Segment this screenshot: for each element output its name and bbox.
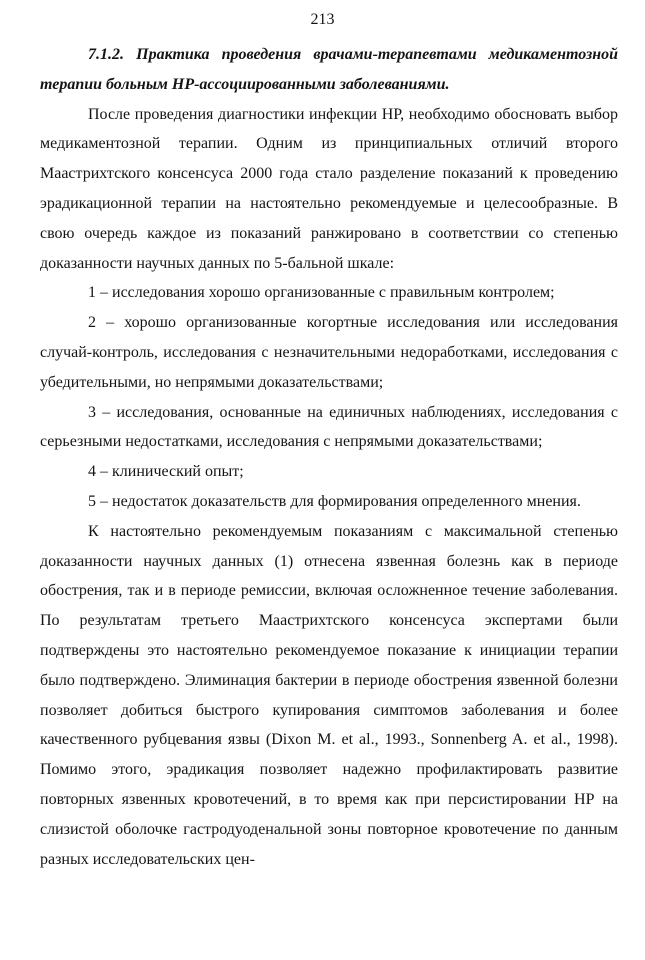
document-body [40, 40, 618, 874]
evidence-level-1: 1 – исследования хорошо организованные с правильным контролем; [88, 284, 555, 302]
intro-paragraph: После проведения диагностики инфекции НР, необходимо обосновать выбор медикаментозной терапии. Одним из принципиальных отличий второго Маастрихтского консенсуса 2000 года стало разделение показаний к проведению эрадикационной терапии на настоятельно рекомендуемые и целесообразные. В свою очередь каждое из показаний ранжировано в соответствии со степенью доказанности научных данных по 5-бальной шкале: [40, 105, 618, 272]
page-number: 213 [310, 11, 335, 28]
closing-paragraph: К настоятельно рекомендуемым показаниям с максимальной степенью доказанности научных данных (1) отнесена язвенная болезнь как в периоде обострения, так и в периоде ремиссии, включая осложненное течение заболевания. По результатам третьего Маастрихтского консенсуса экспертами были подтверждены это настоятельно рекомендуемое показание к инициации терапии было подтверждено. Элиминация бактерии в периоде обострения язвенной болезни позволяет добиться быстрого купирования симптомов заболевания и более качественного рубцевания язвы (Dixon M. et al., 1993., Sonnenberg A. et al., 1998). Помимо этого, эрадикация позволяет надежно профилактировать развитие повторных язвенных кровотечений, в то время как при персистировании НР на слизистой оболочке гастродуоденальной зоны повторное кровотечение по данным разных исследовательских цен- [40, 522, 618, 868]
section-heading: 7.1.2. Практика проведения врачами-терапевтами медикаментозной терапии больным НР-ассоциированными заболеваниями. [40, 46, 618, 93]
evidence-level-4: 4 – клинический опыт; [88, 463, 244, 481]
evidence-level-3: 3 – исследования, основанные на единичных наблюдениях, исследования с серьезными недостатками, исследования с непрямыми доказательствами; [40, 403, 618, 451]
evidence-level-5: 5 – недостаток доказательств для формирования определенного мнения. [88, 492, 581, 510]
evidence-level-2: 2 – хорошо организованные когортные исследования или исследования случай-контроль, исследования с незначительными недоработками, исследования с убедительными, но непрямыми доказательствами; [40, 314, 618, 391]
